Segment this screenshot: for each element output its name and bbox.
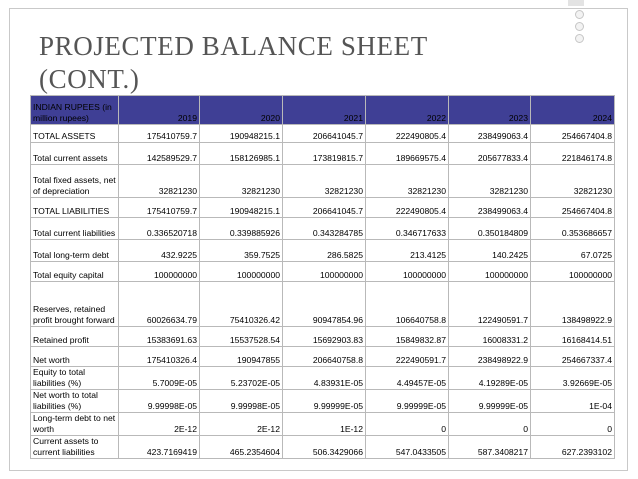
row-value: 32821230 (449, 165, 531, 198)
row-value: 423.7169419 (119, 436, 200, 459)
row-value: 9.99999E-05 (366, 390, 449, 413)
row-value: 254667404.8 (531, 125, 615, 143)
dot-icon (575, 10, 584, 19)
row-value: 359.7525 (200, 240, 283, 262)
row-value: 547.0433505 (366, 436, 449, 459)
row-value: 206640758.8 (283, 347, 366, 367)
row-value: 2E-12 (119, 413, 200, 436)
row-value: 15849832.87 (366, 327, 449, 347)
row-value: 16008331.2 (449, 327, 531, 347)
row-value: 0 (366, 413, 449, 436)
row-value: 213.4125 (366, 240, 449, 262)
table-row (31, 240, 615, 262)
row-value: 3.92669E-05 (531, 367, 615, 390)
row-value: 100000000 (119, 262, 200, 282)
row-value: 432.9225 (119, 240, 200, 262)
row-value: 0.343284785 (283, 218, 366, 240)
row-value: 0.336520718 (119, 218, 200, 240)
row-value: 0.353686657 (531, 218, 615, 240)
row-value: 9.99998E-05 (200, 390, 283, 413)
row-value: 15537528.54 (200, 327, 283, 347)
row-value: 9.99999E-05 (449, 390, 531, 413)
row-label: Retained profit (31, 327, 119, 347)
title-line-1: PROJECTED BALANCE SHEET (39, 31, 428, 61)
row-value: 32821230 (200, 165, 283, 198)
row-value: 32821230 (283, 165, 366, 198)
table-row (31, 367, 615, 390)
row-value: 0 (531, 413, 615, 436)
header-year: 2022 (366, 96, 449, 125)
row-label: Long-term debt to net worth (31, 413, 119, 436)
header-year: 2020 (200, 96, 283, 125)
row-label: Total current liabilities (31, 218, 119, 240)
row-value: 4.49457E-05 (366, 367, 449, 390)
row-label: Total current assets (31, 143, 119, 165)
table-row (31, 218, 615, 240)
header-year: 2021 (283, 96, 366, 125)
table-header-row (31, 96, 615, 125)
row-value: 190948215.1 (200, 125, 283, 143)
row-value: 140.2425 (449, 240, 531, 262)
row-value: 100000000 (366, 262, 449, 282)
title-line-2: (CONT.) (39, 64, 140, 94)
row-value: 206641045.7 (283, 198, 366, 218)
row-value: 16168414.51 (531, 327, 615, 347)
row-label: Net worth to total liabilities (%) (31, 390, 119, 413)
row-value: 465.2354604 (200, 436, 283, 459)
row-value: 90947854.96 (283, 282, 366, 327)
row-label: TOTAL ASSETS (31, 125, 119, 143)
row-value: 175410759.7 (119, 125, 200, 143)
table-row (31, 262, 615, 282)
row-label: Reserves, retained profit brought forward (31, 282, 119, 327)
row-value: 4.83931E-05 (283, 367, 366, 390)
table-row (31, 198, 615, 218)
row-value: 75410326.42 (200, 282, 283, 327)
header-year: 2019 (119, 96, 200, 125)
table-row (31, 143, 615, 165)
row-value: 627.2393102 (531, 436, 615, 459)
row-value: 205677833.4 (449, 143, 531, 165)
row-value: 206641045.7 (283, 125, 366, 143)
row-value: 5.7009E-05 (119, 367, 200, 390)
header-label: INDIAN RUPEES (in million rupees) (31, 96, 119, 125)
row-value: 254667404.8 (531, 198, 615, 218)
row-value: 1E-04 (531, 390, 615, 413)
row-label: Current assets to current liabilities (31, 436, 119, 459)
row-value: 1E-12 (283, 413, 366, 436)
row-value: 221846174.8 (531, 143, 615, 165)
row-label: Equity to total liabilities (%) (31, 367, 119, 390)
row-value: 4.19289E-05 (449, 367, 531, 390)
row-label: Total fixed assets, net of depreciation (31, 165, 119, 198)
corner-tab (568, 0, 584, 6)
header-year: 2023 (449, 96, 531, 125)
row-label: Net worth (31, 347, 119, 367)
row-value: 175410759.7 (119, 198, 200, 218)
row-label: Total equity capital (31, 262, 119, 282)
row-value: 190948215.1 (200, 198, 283, 218)
row-value: 587.3408217 (449, 436, 531, 459)
header-year: 2024 (531, 96, 615, 125)
row-value: 175410326.4 (119, 347, 200, 367)
row-value: 238498922.9 (449, 347, 531, 367)
row-value: 15383691.63 (119, 327, 200, 347)
table-row (31, 390, 615, 413)
row-value: 9.99998E-05 (119, 390, 200, 413)
row-value: 106640758.8 (366, 282, 449, 327)
row-label: Total long-term debt (31, 240, 119, 262)
table-row (31, 436, 615, 459)
row-value: 138498922.9 (531, 282, 615, 327)
dot-icon (575, 22, 584, 31)
row-value: 142589529.7 (119, 143, 200, 165)
table-row (31, 165, 615, 198)
table-row (31, 413, 615, 436)
row-value: 238499063.4 (449, 198, 531, 218)
row-value: 189669575.4 (366, 143, 449, 165)
row-value: 238499063.4 (449, 125, 531, 143)
row-value: 2E-12 (200, 413, 283, 436)
row-label: TOTAL LIABILITIES (31, 198, 119, 218)
slide-title (39, 30, 559, 96)
row-value: 286.5825 (283, 240, 366, 262)
row-value: 173819815.7 (283, 143, 366, 165)
row-value: 100000000 (449, 262, 531, 282)
row-value: 32821230 (366, 165, 449, 198)
row-value: 60026634.79 (119, 282, 200, 327)
balance-sheet-table (30, 95, 615, 459)
row-value: 222490805.4 (366, 198, 449, 218)
row-value: 9.99999E-05 (283, 390, 366, 413)
dot-icon (575, 34, 584, 43)
row-value: 190947855 (200, 347, 283, 367)
row-value: 5.23702E-05 (200, 367, 283, 390)
row-value: 0 (449, 413, 531, 436)
row-value: 0.339885926 (200, 218, 283, 240)
row-value: 0.350184809 (449, 218, 531, 240)
row-value: 254667337.4 (531, 347, 615, 367)
row-value: 222490591.7 (366, 347, 449, 367)
row-value: 222490805.4 (366, 125, 449, 143)
row-value: 32821230 (531, 165, 615, 198)
table-row (31, 125, 615, 143)
table-row (31, 347, 615, 367)
row-value: 122490591.7 (449, 282, 531, 327)
row-value: 506.3429066 (283, 436, 366, 459)
row-value: 100000000 (200, 262, 283, 282)
row-value: 15692903.83 (283, 327, 366, 347)
row-value: 158126985.1 (200, 143, 283, 165)
row-value: 100000000 (283, 262, 366, 282)
row-value: 100000000 (531, 262, 615, 282)
row-value: 0.346717633 (366, 218, 449, 240)
table-row (31, 282, 615, 327)
row-value: 67.0725 (531, 240, 615, 262)
row-value: 32821230 (119, 165, 200, 198)
table-row (31, 327, 615, 347)
